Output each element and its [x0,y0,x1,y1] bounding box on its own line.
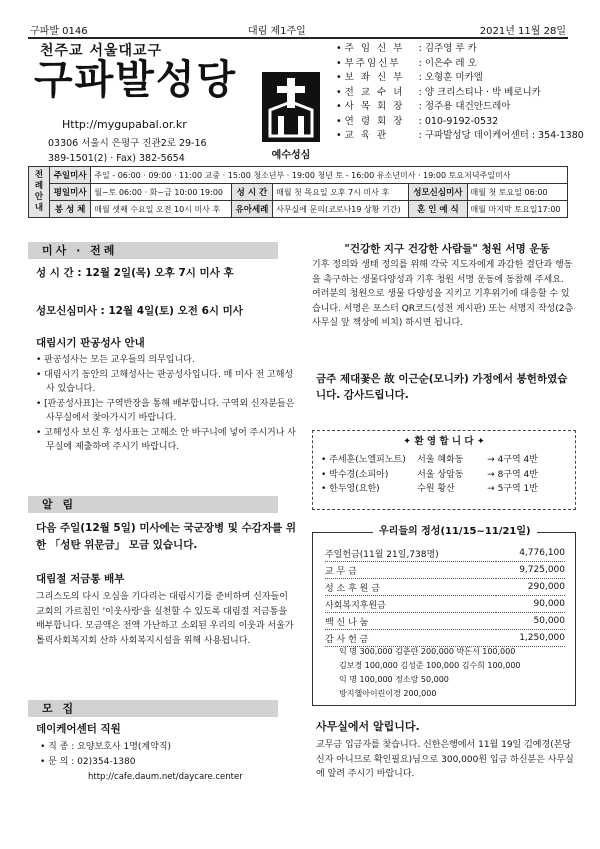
christmas-collection-notice: 다음 주일(12월 5일) 미사에는 국군장병 및 수감자를 위한 「성탄 위문금」 모금 있습니다. [36,522,296,551]
marriage-text: 매월 마지막 토요일17:00 [467,201,567,218]
list-item: • 대림시기 동안의 고해성사는 판공성사입니다. 매 미사 전 고해성사 있습니다. [36,369,294,394]
table-row: 주일헌금(11월 21일,738명) 4,776,100 [325,545,565,562]
thanksgiving-donors [339,645,569,701]
confession-title: 대림시기 판공성사 안내 [36,337,145,349]
masthead-bar [28,22,568,36]
notice-section-header: 알 림 [28,496,278,513]
recruit-contact: • 문 의 : 02)354-1380 [40,757,136,767]
issue-number: 구파발 0146 [30,26,88,37]
list-item: • 박수경(소피아) 서울 상암동 → 8구역 4반 [321,469,538,480]
parish-name: 구파발성당 [34,57,238,103]
list-item: 방지헬아이린이경 200,000 [339,689,437,698]
table-row: 백 신 나 눔 50,000 [325,613,565,630]
schedule-side-label: 전례 안내 [29,167,50,218]
office-notice-title: 사무실에서 알립니다. [316,720,420,733]
offerings-box [312,526,576,706]
welcome-box [312,430,576,510]
sacred-heart-logo [262,72,320,142]
liturgical-week: 대림 제1주일 [248,26,306,37]
issue-date: 2021년 11월 28일 [479,26,566,37]
table-row: 사회복지후원금 90,000 [325,596,565,613]
list-item: • 고해성사 보신 후 성사표는 고해소 안 바구니에 넣어 주시거나 사무실에 제출하여 주시기 바랍니다. [36,427,296,452]
altar-flowers-notice: 금주 제대꽃은 故 이근순(모니카) 가정에서 봉헌하였습니다. 감사드립니다. [316,373,568,401]
infant-baptism-label: 유아세례 [231,201,272,218]
staff-row: • 주 임 신 부 : 김주영 루 카 [336,42,584,57]
staff-list [336,42,584,144]
parish-phone: 389-1501(2) · Fax) 382-5654 [48,153,185,164]
parish-address-block [48,136,207,166]
holy-hour-notice: 성 시 간 : 12월 2일(목) 오후 7시 미사 후 [36,267,234,279]
staff-row: • 보 좌 신 부 : 오형훈 미카엘 [336,71,584,86]
list-item: 김보경 100,000 김성준 100,000 김수희 100,000 [339,661,521,670]
list-item: 익 명 100,000 정소랑 50,000 [339,675,449,684]
communion-label: 봉 성 체 [50,201,91,218]
logo-caption: 예수성심 [271,150,311,161]
weekday-mass-label: 평일미사 [50,184,91,201]
parish-address: 03306 서울시 은평구 진관2로 29-16 [48,138,207,149]
list-item: • 판공성사는 모든 교우들의 의무입니다. [36,355,195,365]
recruit-subtitle: 데이케어센터 직원 [36,723,121,735]
welcome-title: ✦ 환 영 합 니 다 ✦ [403,436,485,447]
liturgy-schedule-table [28,166,568,218]
holy-hour-text: 매월 첫 목요일 오후 7시 미사 후 [273,184,409,201]
staff-row: • 부주임신부 : 이은수 레 오 [336,57,584,72]
sacred-heart-text: 매월 첫 토요일 06:00 [467,184,567,201]
communion-text: 매월 셋째 수요일 오전 10시 미사 후 [91,201,232,218]
staff-row: • 연 령 회 장 : 010-9192-0532 [336,115,584,130]
petition-text: 기후 정의와 생태 정의를 위해 각국 지도자에게 과감한 결단과 행동을 촉구하는 생물다양성과 기후 청원 서명 운동에 동참해 주세요. 여러분의 청원으로 생물 다양성을 지키고 기후위기에 대응할 수 있습니다. 서명은 포스터 QR코드(성전 게시판) 또는 서명지 작성(2층 사무실 앞 책상에 비치) 하시면 됩니다. [312,260,574,328]
table-row: 성 소 후 원 금 290,000 [325,579,565,596]
staff-row: • 교 육 관 : 구파발성당 데이케어센터 : 354-1380 [336,129,584,144]
table-row: 감 사 헌 금 1,250,000 [325,630,565,647]
staff-row: • 전 교 수 녀 : 양 크리스티나 · 박 베로니카 [336,86,584,101]
offerings-title: 우리들의 정성(11/15~11/21일) [373,525,537,540]
list-item: • [판공성사표]는 구역반장을 통해 배부합니다. 구역외 신자분들은 사무실에서 찾아가시기 바랍니다. [36,398,295,423]
sunday-mass-label: 주일미사 [50,167,91,184]
confession-list [36,353,298,455]
diocese-name: 천주교 서울대교구 [40,43,163,59]
weekday-mass-times: 월~토 06:00 · 화~금 10:00 19:00 [91,184,232,201]
infant-baptism-text: 사무실에 문의(코로나19 상황 기간) [273,201,409,218]
list-item: • 주세훈(노엘피노트) 서울 혜화동 → 4구역 4반 [321,455,538,465]
divider [28,37,568,39]
advent-box-title: 대림절 저금통 배부 [36,573,125,585]
recruit-job: • 직 종 : 요양보호사 1명(계약직) [40,742,172,752]
recruit-section-header: 모 집 [28,700,278,717]
advent-box-text: 그리스도의 다시 오심을 기다리는 대림시기를 준비하며 신자들이 교회의 가르침인 '이웃사랑'을 실천할 수 있도록 대림절 저금통을 배부합니다. 모금액은 전액 가난하고 소외된 우리의 이웃과 서울가톨릭사회복지회 산하 사회복지시설을 위해 사용됩니다. [36,592,294,646]
sacred-heart-notice: 성모신심미사 : 12월 4일(토) 오전 6시 미사 [36,305,243,317]
mass-section-header: 미사 · 전례 [28,242,278,259]
petition-title: "건강한 지구 건강한 사람들" 청원 서명 운동 [344,243,550,255]
list-item: • 한두영(요한) 수원 황산 → 5구역 1반 [321,484,538,494]
office-notice-text: 교무금 입금자를 찾습니다. 신한은행에서 11월 19일 김예경(본당신자 아니므로 확인필요)님으로 300,000원 입금 하신분은 사무실에 알려 주시기 바랍니다. [316,740,574,779]
parish-url[interactable]: Http://mygupabal.or.kr [62,118,187,131]
recruit-link[interactable]: http://cafe.daum.net/daycare.center [88,772,243,782]
list-item: 익 명 300,000 김춘란 200,000 박돈서 100,000 [339,647,516,656]
marriage-label: 혼 인 예 식 [409,201,467,218]
sacred-heart-label: 성모신심미사 [409,184,467,201]
table-row: 교 무 금 9,725,000 [325,562,565,579]
offerings-table [325,545,565,647]
sunday-mass-times: 주일 - 06:00 · 09:00 · 11:00 교중 · 15:00 청소년부 · 19:00 청년 토 - 16:00 유소년미사 · 19:00 토요저녁주일미사 [91,167,568,184]
staff-row: • 사 목 회 장 : 정주용 대건안드레아 [336,100,584,115]
holy-hour-label: 성 시 간 [231,184,272,201]
welcome-list [321,453,571,497]
